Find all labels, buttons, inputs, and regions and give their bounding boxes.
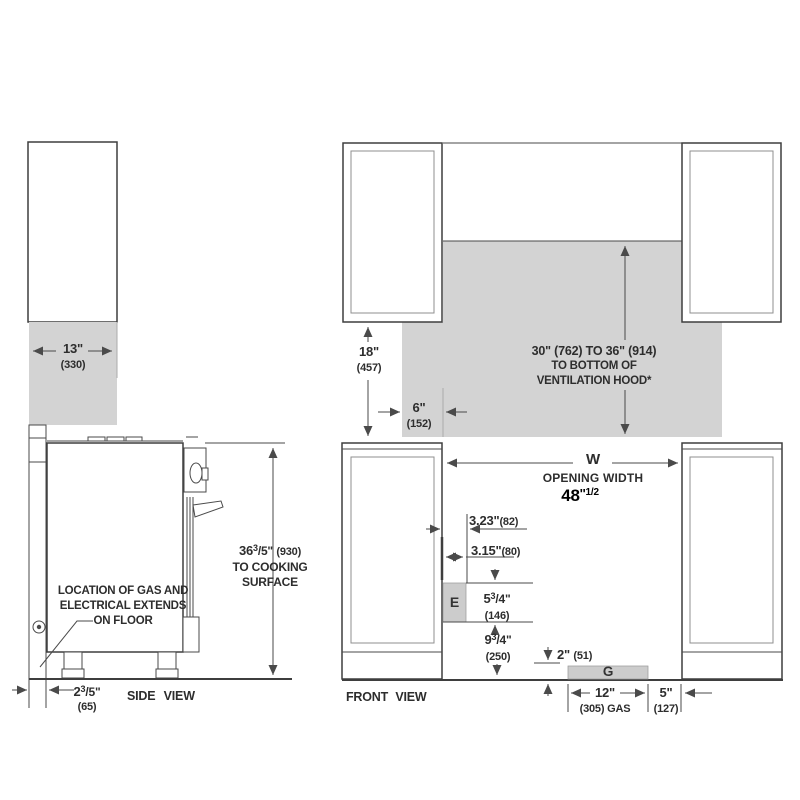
dim-2in — [557, 647, 592, 664]
control-knob — [190, 463, 202, 483]
hood-note — [520, 344, 668, 389]
dim-metric: (127) — [653, 703, 679, 715]
front-upper-cabinet-right — [682, 143, 781, 322]
opening-width-value — [535, 485, 625, 504]
dim-metric: (51) — [573, 650, 593, 662]
dim-caption-line2: TO COOKING — [232, 560, 308, 574]
dim-metric: (250) — [485, 651, 511, 663]
dim-frac-rest: /5" — [257, 544, 273, 558]
dim-36-height — [200, 541, 340, 590]
dim-frac-rest: /4" — [495, 592, 511, 606]
opening-width-symbol: W — [586, 451, 600, 468]
note-line2: ELECTRICAL EXTENDS — [59, 600, 187, 612]
front-upper-cabinet-left — [343, 143, 442, 322]
gas-electrical-note — [57, 584, 189, 629]
dim-frac-numerator: 3 — [490, 591, 496, 601]
hood-clearance-shade — [402, 241, 722, 437]
dim-9-3-4 — [468, 630, 528, 665]
dim-value: 2" — [557, 647, 570, 662]
dim-value: 5" — [659, 685, 673, 700]
dim-frac-numerator: 3 — [253, 543, 258, 553]
dim-frac-rest: /5" — [85, 685, 101, 699]
door-handle — [193, 501, 223, 517]
dim-metric: (930) — [276, 546, 302, 558]
dim-value: 6" — [412, 400, 426, 415]
note-line3: ON FLOOR — [93, 615, 153, 627]
dim-value: 13" — [62, 341, 84, 356]
opening-primes: '' — [579, 486, 586, 501]
dim-13in — [30, 341, 116, 373]
dim-frac-numerator: 3 — [80, 684, 86, 694]
dim-value: 18" — [358, 344, 380, 359]
dim-metric: (65) — [77, 701, 97, 713]
electrical-box-label: E — [449, 594, 460, 610]
hood-note-line3: VENTILATION HOOD* — [536, 375, 652, 387]
side-clearance-shade — [29, 322, 117, 425]
dim-6in — [394, 400, 444, 432]
dim-whole: 36 — [238, 543, 254, 558]
dim-value: 12" — [594, 685, 616, 700]
dim-frac-rest: /4" — [496, 633, 512, 647]
dim-value: 3.15" — [471, 543, 502, 558]
dim-metric: (305) GAS — [579, 703, 631, 715]
dim-5-3-4 — [468, 589, 526, 624]
opening-whole: 48 — [561, 486, 580, 505]
hood-note-line1: 30" (762) TO 36" (914) — [531, 344, 657, 358]
dim-value: 3.23" — [469, 513, 500, 528]
opening-fraction: 1/2 — [585, 487, 599, 498]
dim-caption-line3: SURFACE — [242, 575, 298, 589]
side-upper-cabinet — [28, 142, 117, 322]
dim-5in — [639, 685, 693, 717]
dim-metric: (457) — [356, 362, 382, 374]
dim-metric: (80) — [501, 546, 521, 558]
dim-whole: 9 — [484, 632, 492, 647]
dim-frac-numerator: 3 — [491, 632, 497, 642]
note-line1: LOCATION OF GAS AND — [57, 585, 189, 597]
dim-whole: 2 — [73, 684, 81, 699]
front-view-label: FRONT VIEW — [346, 690, 427, 704]
dim-3-23 — [469, 513, 518, 530]
dim-wall-offset — [55, 682, 119, 715]
dim-metric: (152) — [406, 418, 432, 430]
dim-metric: (330) — [60, 359, 86, 371]
hood-note-line2: TO BOTTOM OF — [551, 360, 637, 372]
dim-metric: (82) — [499, 516, 519, 528]
dim-metric: (146) — [484, 610, 510, 622]
dim-12in — [563, 685, 647, 717]
dim-whole: 5 — [483, 591, 491, 606]
front-base-cabinet-right — [682, 443, 782, 679]
front-base-cabinet-left — [342, 443, 442, 679]
side-view-label: SIDE VIEW — [127, 689, 195, 703]
dim-18in — [340, 344, 398, 376]
dim-3-15 — [471, 543, 520, 560]
opening-width-label: OPENING WIDTH — [542, 471, 644, 485]
gas-box-label: G — [602, 664, 614, 679]
